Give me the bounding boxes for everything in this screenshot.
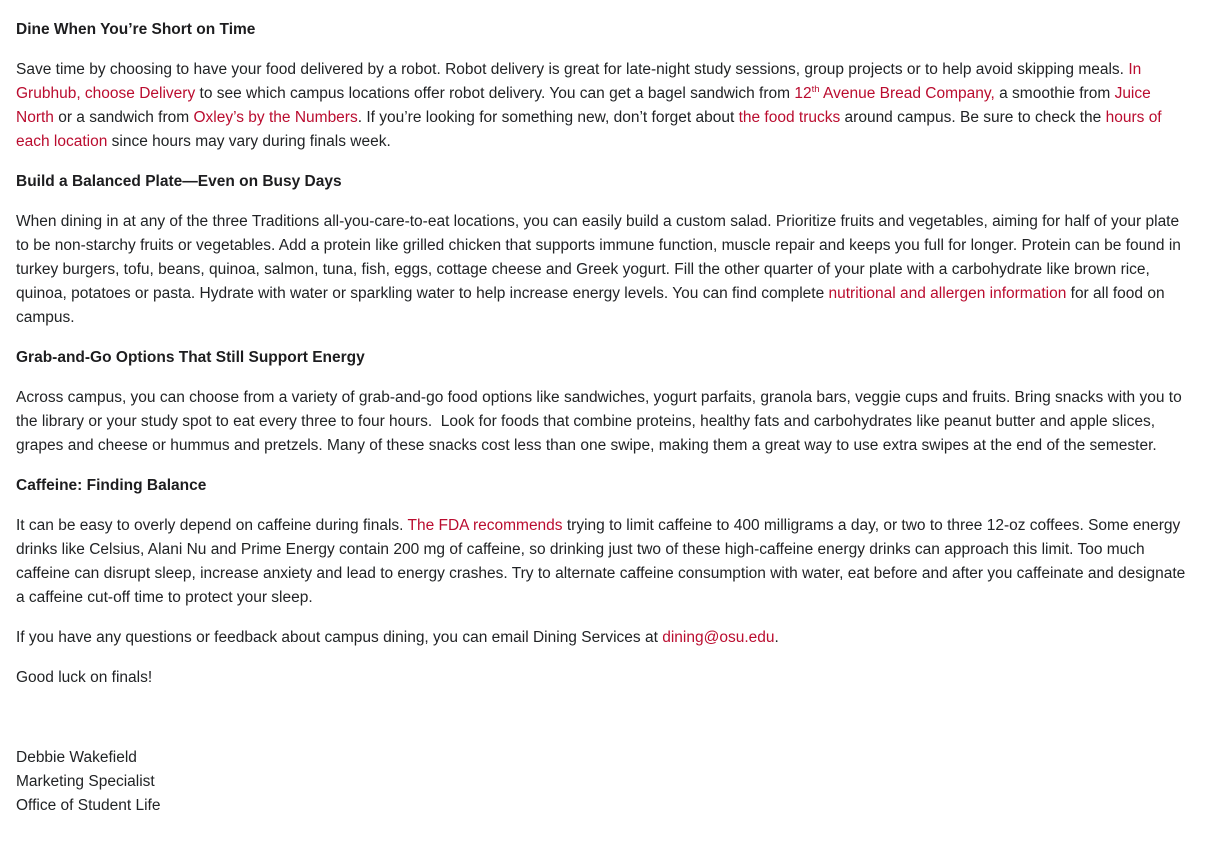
link-hours-of-each-location[interactable]: hours of each location [16,109,1162,150]
text-run: It can be easy to overly depend on caffeine during finals. [16,517,408,534]
text-run: 12 [794,85,812,102]
heading-dine-when-short-on-time [16,18,1189,42]
signature-gap [16,706,1189,730]
link-dining-email[interactable]: dining@osu.edu [662,629,775,646]
paragraph-contact [16,626,1189,650]
text-run: since hours may vary during finals week. [107,133,391,150]
link-food-trucks[interactable]: the food trucks [738,109,841,126]
text-run: . If you’re looking for something new, don’t forget about [357,109,739,126]
text-run: trying to limit caffeine to 400 milligrams a day, or two to three 12-oz coffees. Some energy drinks like Celsius, Alani Nu and Prime Energy contain 200 mg of caffeine, so drinking just two of these high-caffeine energy drinks can approach this limit. Too much caffeine can disrupt sleep, increase anxiety and lead to energy crashes. Try to alternate caffeine consumption with water, eat before and after you caffeinate and designate a caffeine cut-off time to protect your sleep. [16,517,1186,606]
text-run: Across campus, you can choose from a variety of grab-and-go food options like sandwiches, yogurt parfaits, granola bars, veggie cups and fruits. Bring snacks with you to the library or your study spot to eat every three to four hours. Look for foods that combine proteins, healthy fats and carbohydrates like peanut butter and apple slices, grapes and cheese or hummus and pretzels. Many of these snacks cost less than one swipe, making them a great way to use extra swipes at the end of the semester. [16,389,1182,454]
paragraph-balanced-plate [16,210,1189,330]
superscript-text: th [811,83,820,95]
text-run: Build a Balanced Plate—Even on Busy Days [16,173,342,190]
signature-line: Marketing Specialist [16,773,155,790]
paragraph-caffeine [16,514,1189,610]
link-nutritional-allergen-information[interactable]: nutritional and allergen information [828,285,1067,302]
text-run: a smoothie from [994,85,1115,102]
text-run: to see which campus locations offer robot delivery. You can get a bagel sandwich from [195,85,795,102]
heading-build-balanced-plate [16,170,1189,194]
signature-block [16,746,1189,818]
text-run: Grab-and-Go Options That Still Support Energy [16,349,365,366]
text-run: Dine When You’re Short on Time [16,21,256,38]
text-run: Save time by choosing to have your food delivered by a robot. Robot delivery is great for late-night study sessions, group projects or to help avoid skipping meals. [16,61,1129,78]
text-run: around campus. Be sure to check the [840,109,1106,126]
text-run: Avenue Bread Company, [819,85,995,102]
link-12th-avenue-bread-company[interactable] [794,85,994,102]
text-run: Good luck on finals! [16,669,153,686]
text-run: When dining in at any of the three Traditions all-you-care-to-eat locations, you can easily build a custom salad. Prioritize fruits and vegetables, aiming for half of your plate to be non-starchy fruits or vegetables. Add a protein like grilled chicken that supports immune function, muscle repair and keeps you full for longer. Protein can be found in turkey burgers, tofu, beans, quinoa, salmon, tuna, fish, eggs, cottage cheese and Greek yogurt. Fill the other quarter of your plate with a carbohydrate like brown rice, quinoa, potatoes or pasta. Hydrate with water or sparkling water to help increase energy levels. You can find complete [16,213,1181,302]
heading-grab-and-go [16,346,1189,370]
link-fda-recommends[interactable]: The FDA recommends [407,517,563,534]
link-grubhub-choose-delivery[interactable]: In Grubhub, choose Delivery [16,61,1142,102]
link-juice-north[interactable]: Juice North [16,85,1151,126]
paragraph-grab-and-go [16,386,1189,458]
paragraph-good-luck [16,666,1189,690]
paragraph-robot-delivery [16,58,1189,154]
text-run: for all food on campus. [16,285,1165,326]
signature-line: Debbie Wakefield [16,749,137,766]
text-run: or a sandwich from [53,109,194,126]
heading-caffeine-balance [16,474,1189,498]
text-run: Caffeine: Finding Balance [16,477,207,494]
link-oxleys-by-the-numbers[interactable]: Oxley’s by the Numbers [193,109,358,126]
text-run: . [774,629,779,646]
signature-line: Office of Student Life [16,797,161,814]
text-run: If you have any questions or feedback about campus dining, you can email Dining Services at [16,629,663,646]
